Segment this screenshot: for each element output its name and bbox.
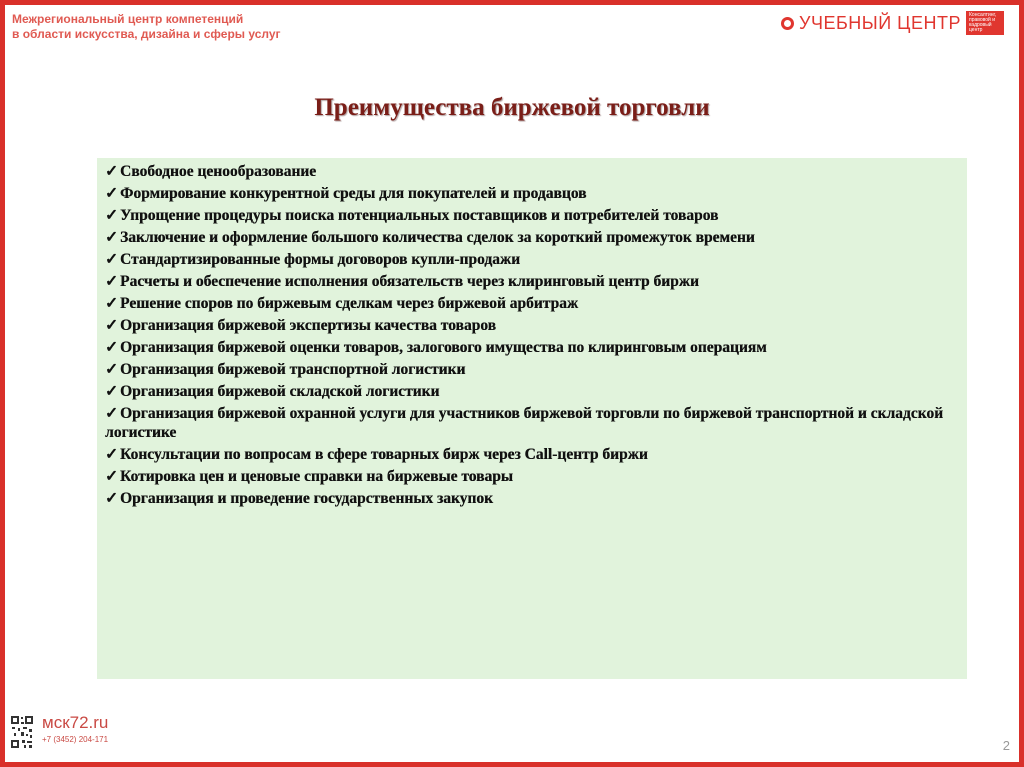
advantage-text: Консультации по вопросам в сфере товарных бирж через Call-центр биржи [120, 446, 648, 463]
advantage-item [105, 228, 959, 247]
checkmark-icon: ✓ [105, 207, 118, 224]
advantage-text: Решение споров по биржевым сделкам через биржевой арбитраж [120, 295, 579, 312]
advantage-item [105, 489, 959, 508]
advantage-item [105, 338, 959, 357]
advantage-text: Расчеты и обеспечение исполнения обязательств через клиринговый центр биржи [120, 273, 699, 290]
advantage-text: Организация биржевой транспортной логистики [120, 361, 466, 378]
checkmark-icon: ✓ [105, 295, 118, 312]
slide-title: Преимущества биржевой торговли [314, 94, 710, 121]
brand-tag: Консалтинг, правовой и кадровый центр [966, 11, 1004, 35]
brand-name: УЧЕБНЫЙ ЦЕНТР [799, 12, 961, 33]
advantage-item [105, 272, 959, 291]
advantage-item [105, 294, 959, 313]
organization-name [12, 12, 281, 42]
brand-circle-icon [781, 17, 794, 30]
advantage-item [105, 360, 959, 379]
advantage-text: Стандартизированные формы договоров купли-продажи [120, 251, 521, 268]
checkmark-icon: ✓ [105, 468, 118, 485]
checkmark-icon: ✓ [105, 273, 118, 290]
checkmark-icon: ✓ [105, 317, 118, 334]
advantage-item [105, 162, 959, 181]
advantage-text: Формирование конкурентной среды для покупателей и продавцов [120, 185, 587, 202]
advantage-text: Организация биржевой охранной услуги для участников биржевой торговли по биржевой транспортной и складской логистике [105, 405, 943, 441]
advantage-text: Упрощение процедуры поиска потенциальных поставщиков и потребителей товаров [120, 207, 719, 224]
organization-line-1: Межрегиональный центр компетенций [12, 12, 244, 26]
qr-code-icon [10, 714, 34, 750]
checkmark-icon: ✓ [105, 229, 118, 246]
advantage-item [105, 445, 959, 464]
advantage-item [105, 404, 959, 442]
checkmark-icon: ✓ [105, 361, 118, 378]
advantage-text: Организация биржевой оценки товаров, залогового имущества по клиринговым операциям [120, 339, 767, 356]
brand-logo [781, 11, 1004, 35]
checkmark-icon: ✓ [105, 163, 118, 180]
advantage-item [105, 467, 959, 486]
advantage-item [105, 382, 959, 401]
advantage-item [105, 184, 959, 203]
organization-line-2: в области искусства, дизайна и сферы услуг [12, 27, 281, 41]
advantage-text: Заключение и оформление большого количества сделок за короткий промежуток времени [120, 229, 755, 246]
advantage-text: Свободное ценообразование [120, 163, 317, 180]
advantage-text: Организация биржевой экспертизы качества товаров [120, 317, 496, 334]
advantages-list [105, 162, 959, 508]
advantage-text: Организация биржевой складской логистики [120, 383, 440, 400]
advantage-item [105, 316, 959, 335]
checkmark-icon: ✓ [105, 339, 118, 356]
advantage-item [105, 250, 959, 269]
advantage-text: Котировка цен и ценовые справки на биржевые товары [120, 468, 513, 485]
footer-site-link[interactable]: мск72.ru [42, 713, 109, 732]
advantage-item [105, 206, 959, 225]
footer-phone: +7 (3452) 204-171 [42, 735, 109, 744]
advantage-text: Организация и проведение государственных закупок [120, 490, 493, 507]
page-number: 2 [1002, 738, 1010, 753]
checkmark-icon: ✓ [105, 383, 118, 400]
advantages-box [97, 158, 967, 679]
checkmark-icon: ✓ [105, 251, 118, 268]
checkmark-icon: ✓ [105, 490, 118, 507]
checkmark-icon: ✓ [105, 446, 118, 463]
checkmark-icon: ✓ [105, 185, 118, 202]
checkmark-icon: ✓ [105, 405, 118, 422]
